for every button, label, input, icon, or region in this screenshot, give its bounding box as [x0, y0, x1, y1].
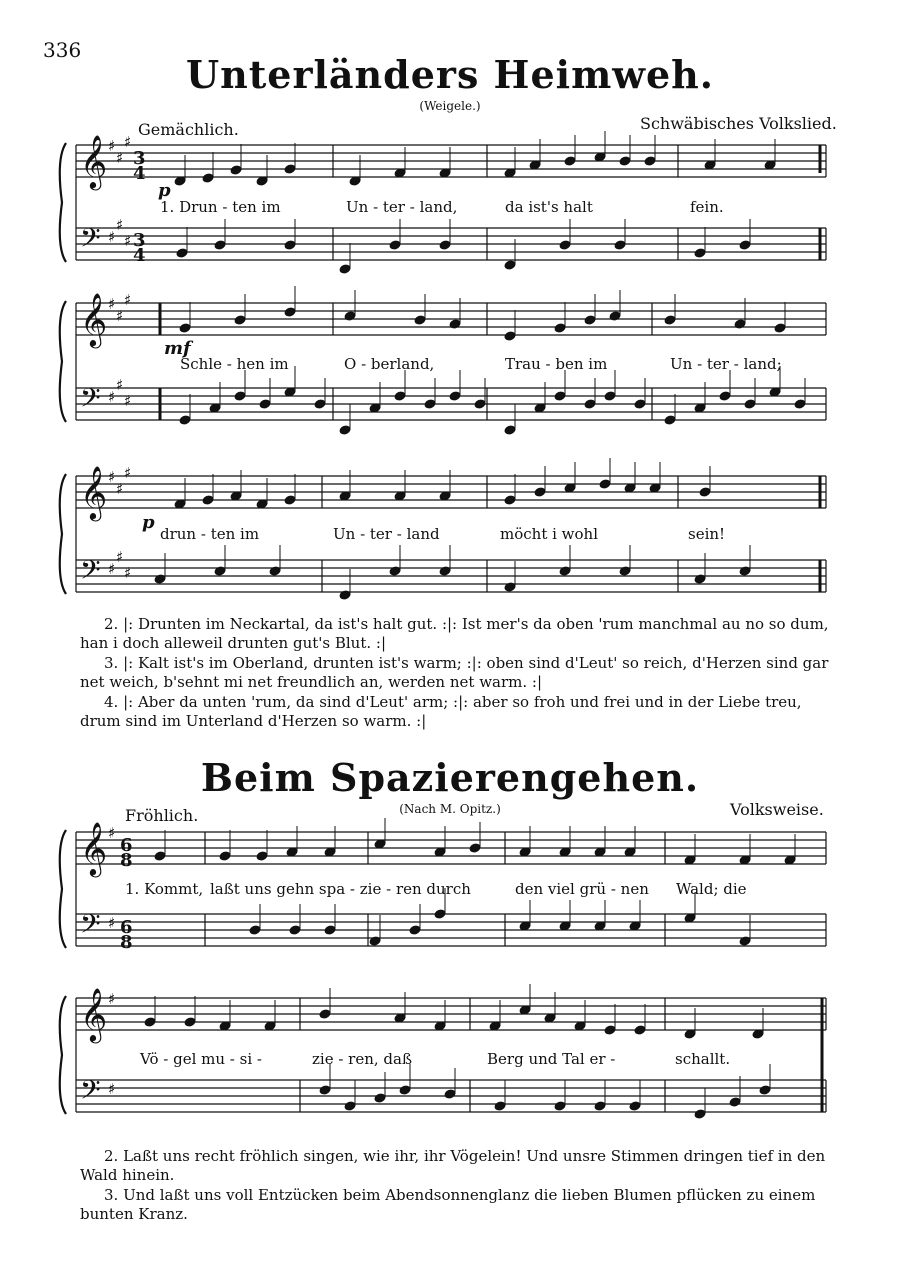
- bass-clef: 𝄢: [80, 382, 101, 420]
- note-head: [504, 425, 516, 435]
- sharp-sign: ♯: [124, 232, 132, 250]
- song2-arranger: (Nach M. Opitz.): [399, 802, 501, 816]
- song2-verse-3: 3. Und laßt uns voll Entzücken beim Abendsonnenglanz die lieben Blumen pflücken zu einem bunten Kranz.: [80, 1186, 816, 1223]
- note-head: [759, 1085, 771, 1095]
- note-head: [534, 487, 546, 497]
- song2-title: Beim Spazierengehen.: [200, 755, 700, 800]
- note-head: [504, 331, 516, 341]
- sharp-sign: ♯: [116, 149, 124, 167]
- song1-verse-4: 4. |: Aber da unten 'rum, da sind d'Leut' arm; :|: aber so froh und frei und in der Liebe treu, drum sind im Unterland d'Herzen so warm. :|: [80, 693, 802, 730]
- note-head: [504, 495, 516, 505]
- song1-verse-2: 2. |: Drunten im Neckartal, da ist's halt gut. :|: Ist mer's da oben 'rum manchmal au no so dum, han i doch alleweil drunten gut's Blut. :|: [80, 615, 829, 652]
- lyric2-1-3: den viel grü - nen: [515, 880, 649, 898]
- lyric2-1-2: laßt uns gehn spa - zie - ren durch: [210, 880, 471, 898]
- note-head: [234, 391, 246, 401]
- time-signature-song2-bass: 6 8: [120, 917, 133, 953]
- lyric2-1-1: 1. Kommt,: [125, 880, 204, 898]
- treble-staff: [76, 476, 826, 508]
- lyric2-2-3: Berg und Tal er -: [487, 1050, 616, 1068]
- system-brace: [60, 143, 66, 262]
- note-head: [284, 495, 296, 505]
- note-head: [729, 1097, 741, 1107]
- note-head: [284, 164, 296, 174]
- sharp-sign: ♯: [108, 824, 116, 842]
- note-head: [389, 240, 401, 250]
- sharp-sign: ♯: [116, 376, 124, 394]
- sharp-sign: ♯: [108, 990, 116, 1008]
- note-head: [179, 415, 191, 425]
- note-head: [214, 240, 226, 250]
- time-signature-song1-bass: 3 4: [133, 230, 146, 266]
- sharp-sign: ♯: [116, 307, 124, 325]
- system-brace: [60, 301, 66, 422]
- note-head: [469, 843, 481, 853]
- lyric-3-4: sein!: [688, 525, 726, 543]
- note-head: [559, 240, 571, 250]
- sharp-sign: ♯: [116, 548, 124, 566]
- note-head: [249, 925, 261, 935]
- note-head: [434, 909, 446, 919]
- note-head: [424, 399, 436, 409]
- lyric-1-1: 1. Drun - ten im: [160, 198, 281, 216]
- treble-clef: 𝄞: [80, 465, 108, 519]
- note-head: [744, 399, 756, 409]
- song1-title: Unterländers Heimweh.: [185, 52, 715, 97]
- note-head: [739, 240, 751, 250]
- dynamic-mezzoforte: mf: [164, 338, 191, 359]
- treble-staff: [76, 832, 826, 864]
- sharp-sign: ♯: [108, 1080, 116, 1098]
- note-head: [319, 1085, 331, 1095]
- treble-clef: 𝄞: [80, 821, 108, 875]
- note-head: [664, 315, 676, 325]
- treble-clef: 𝄞: [80, 987, 108, 1041]
- bass-clef: 𝄢: [80, 554, 101, 592]
- note-head: [619, 156, 631, 166]
- page-number: 336: [43, 38, 82, 62]
- dynamic-piano: p: [158, 180, 171, 201]
- song1-source: Schwäbisches Volkslied.: [640, 114, 837, 133]
- lyric2-2-2: zie - ren, daß: [312, 1050, 412, 1068]
- note-head: [324, 925, 336, 935]
- song2-source: Volksweise.: [730, 800, 824, 819]
- lyric-2-3: Trau - ben im: [505, 355, 608, 373]
- sharp-sign: ♯: [124, 464, 132, 482]
- song2-verse-2: 2. Laßt uns recht fröhlich singen, wie ihr, ihr Vögelein! Und unsre Stimmen dringen tief in den Wald hinein.: [80, 1147, 826, 1184]
- note-head: [259, 399, 271, 409]
- sharp-sign: ♯: [124, 133, 132, 151]
- note-head: [634, 1025, 646, 1035]
- sharp-sign: ♯: [108, 228, 116, 246]
- note-head: [554, 323, 566, 333]
- lyric-2-2: O - berland,: [344, 355, 435, 373]
- note-head: [256, 851, 268, 861]
- treble-clef: 𝄞: [80, 134, 108, 188]
- note-head: [694, 1109, 706, 1119]
- note-head: [594, 1101, 606, 1111]
- bass-staff: [76, 560, 826, 592]
- note-head: [179, 323, 191, 333]
- sharp-sign: ♯: [108, 468, 116, 486]
- song1-verse-3: 3. |: Kalt ist's im Oberland, drunten ist's warm; :|: oben sind d'Leut' so reich, d'Herzen sind gar net weich, b'sehnt mi net freundlich an, werden net warm. :|: [80, 654, 829, 691]
- note-head: [409, 925, 421, 935]
- note-head: [184, 1017, 196, 1027]
- note-head: [339, 264, 351, 274]
- song1-tempo: Gemächlich.: [138, 120, 239, 139]
- note-head: [604, 391, 616, 401]
- note-head: [339, 425, 351, 435]
- note-head: [219, 851, 231, 861]
- note-head: [604, 1025, 616, 1035]
- sharp-sign: ♯: [124, 564, 132, 582]
- note-head: [144, 1017, 156, 1027]
- note-head: [176, 248, 188, 258]
- system-brace: [60, 830, 66, 948]
- lyric-2-1: Schle - hen im: [180, 355, 289, 373]
- note-head: [794, 399, 806, 409]
- system-brace: [60, 996, 66, 1114]
- note-head: [634, 399, 646, 409]
- dynamic-piano-2: p: [142, 512, 155, 533]
- treble-clef: 𝄞: [80, 292, 108, 346]
- sharp-sign: ♯: [108, 388, 116, 406]
- lyric-2-4: Un - ter - land;: [670, 355, 782, 373]
- note-head: [494, 1101, 506, 1111]
- bass-staff: [76, 228, 826, 260]
- lyric2-1-4: Wald; die: [676, 880, 747, 898]
- note-head: [664, 415, 676, 425]
- bass-staff: [76, 388, 826, 420]
- bass-clef: 𝄢: [80, 908, 101, 946]
- note-head: [629, 1101, 641, 1111]
- note-head: [699, 487, 711, 497]
- note-head: [230, 165, 242, 175]
- note-head: [414, 315, 426, 325]
- sharp-sign: ♯: [124, 291, 132, 309]
- sharp-sign: ♯: [116, 480, 124, 498]
- sharp-sign: ♯: [108, 560, 116, 578]
- note-head: [394, 391, 406, 401]
- note-head: [202, 173, 214, 183]
- note-head: [289, 925, 301, 935]
- note-head: [154, 851, 166, 861]
- note-head: [284, 307, 296, 317]
- note-head: [234, 315, 246, 325]
- note-head: [319, 1009, 331, 1019]
- note-head: [694, 248, 706, 258]
- lyric2-2-1: Vö - gel mu - si -: [140, 1050, 262, 1068]
- sharp-sign: ♯: [116, 216, 124, 234]
- lyric-1-2: Un - ter - land,: [346, 198, 458, 216]
- sharp-sign: ♯: [124, 392, 132, 410]
- time-signature-song2-treble: 6 8: [120, 835, 133, 871]
- bass-clef: 𝄢: [80, 1074, 101, 1112]
- note-head: [474, 399, 486, 409]
- note-head: [399, 1085, 411, 1095]
- note-head: [449, 391, 461, 401]
- lyric-3-1: drun - ten im: [160, 525, 260, 543]
- note-head: [719, 391, 731, 401]
- system-brace: [60, 474, 66, 594]
- lyric-3-2: Un - ter - land: [333, 525, 440, 543]
- note-head: [614, 240, 626, 250]
- lyric2-2-4: schallt.: [675, 1050, 731, 1068]
- note-head: [774, 323, 786, 333]
- note-head: [554, 391, 566, 401]
- sharp-sign: ♯: [108, 137, 116, 155]
- lyric-1-4: fein.: [690, 198, 724, 216]
- bass-staff: [76, 914, 826, 946]
- note-head: [314, 399, 326, 409]
- song1-arranger: (Weigele.): [419, 99, 481, 113]
- sharp-sign: ♯: [108, 295, 116, 313]
- note-head: [644, 156, 656, 166]
- note-head: [374, 1093, 386, 1103]
- bass-clef: 𝄢: [80, 222, 101, 260]
- lyric-1-3: da ist's halt: [505, 198, 593, 216]
- note-head: [439, 240, 451, 250]
- note-head: [202, 495, 214, 505]
- treble-staff: [76, 145, 826, 177]
- note-head: [284, 240, 296, 250]
- note-head: [584, 315, 596, 325]
- note-head: [564, 156, 576, 166]
- sharp-sign: ♯: [108, 914, 116, 932]
- note-head: [599, 479, 611, 489]
- note-head: [344, 1101, 356, 1111]
- song2-tempo: Fröhlich.: [125, 806, 199, 825]
- note-head: [554, 1101, 566, 1111]
- lyric-3-3: möcht i wohl: [500, 525, 599, 543]
- note-head: [444, 1089, 456, 1099]
- note-head: [584, 399, 596, 409]
- time-signature-song1-treble: 3 4: [133, 148, 146, 184]
- note-head: [504, 260, 516, 270]
